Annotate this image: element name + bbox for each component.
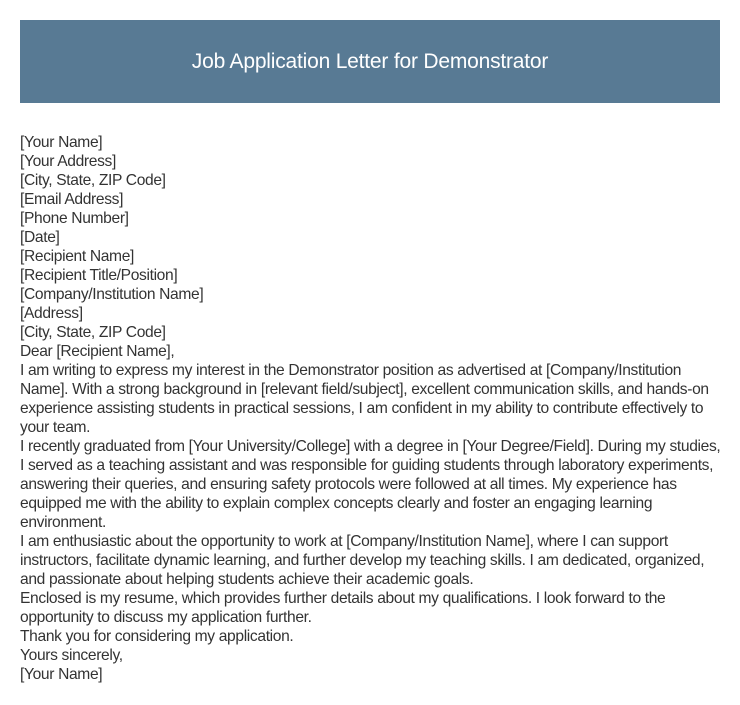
salutation: Dear [Recipient Name], [20,343,175,360]
recipient-title: [Recipient Title/Position] [20,267,178,284]
recipient-address: [Address] [20,305,83,322]
closing: Yours sincerely, [20,647,123,664]
sender-email: [Email Address] [20,191,124,208]
page-title: Job Application Letter for Demonstrator [191,49,549,73]
recipient-name: [Recipient Name] [20,248,135,265]
sender-address: [Your Address] [20,153,116,170]
recipient-company: [Company/Institution Name] [20,286,204,303]
paragraph-thanks: Thank you for considering my application. [20,628,294,645]
sender-name: [Your Name] [20,134,103,151]
paragraph-enclosure: Enclosed is my resume, which provides further details about my qualifications. I look forward to the opportunity to discuss my application further. [20,590,666,626]
sender-city-state-zip: [City, State, ZIP Code] [20,172,166,189]
paragraph-enthusiasm: I am enthusiastic about the opportunity to work at [Company/Institution Name], where I can support instructors, facilitate dynamic learning, and further develop my teaching skills. I am dedicated, organized, and passionate about helping students achieve their academic goals. [20,533,705,588]
paragraph-intro: I am writing to express my interest in the Demonstrator position as advertised at [Company/Institution Name]. With a strong background in [relevant field/subject], excellent communication skills, and hands-on experience assisting students in practical sessions, I am confident in my ability to contribute effectively to your team. [20,362,709,436]
page-header [20,20,720,103]
paragraph-experience: I recently graduated from [Your University/College] with a degree in [Your Degree/Field]. During my studies, I served as a teaching assistant and was responsible for guiding students through laboratory experiments, answering their queries, and ensuring safety protocols were followed at all times. My experience has equipped me with the ability to explain complex concepts clearly and foster an engaging learning environment. [20,438,721,531]
sender-phone: [Phone Number] [20,210,129,227]
recipient-city-state-zip: [City, State, ZIP Code] [20,324,166,341]
letter-date: [Date] [20,229,60,246]
signature: [Your Name] [20,666,103,683]
letter-body [20,133,725,684]
